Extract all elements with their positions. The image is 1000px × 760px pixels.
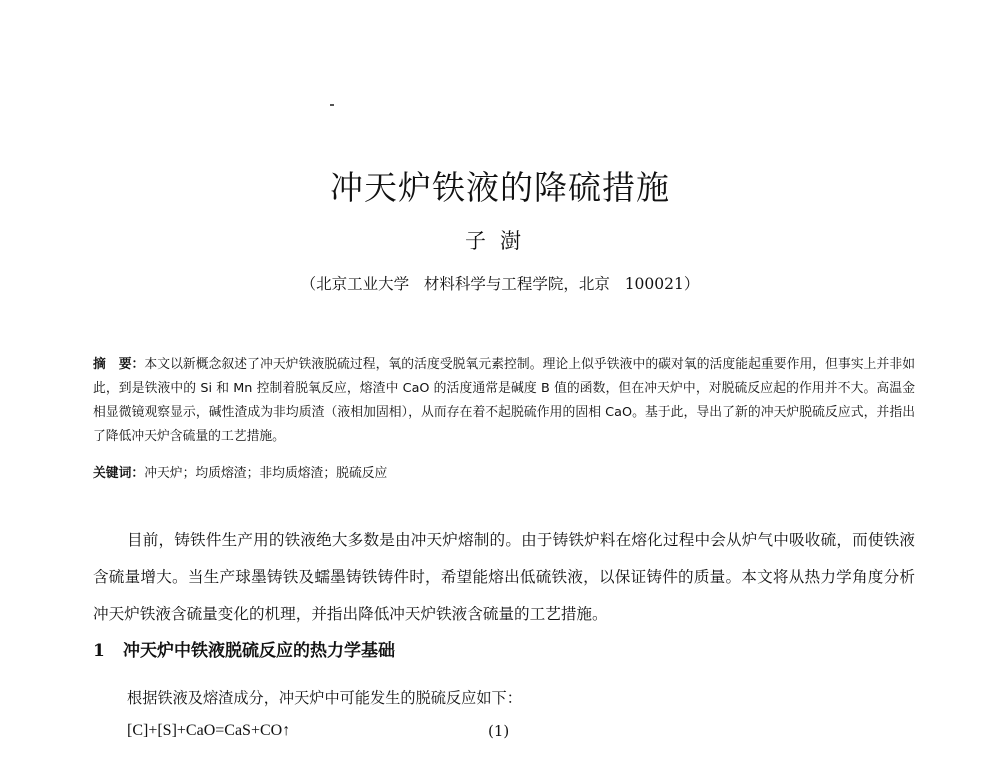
affiliation: （北京工业大学 材料科学与工程学院，北京 100021） xyxy=(300,275,700,293)
section-lead-text: 根据铁液及熔渣成分，冲天炉中可能发生的脱硫反应如下： xyxy=(127,689,522,707)
scan-speck xyxy=(330,104,334,106)
intro-paragraph: 目前，铸铁件生产用的铁液绝大多数是由冲天炉熔制的。由于铸铁炉料在熔化过程中会从炉气中吸收硫，而使铁液含硫量增大。当生产球墨铸铁及蠕墨铸铁铸件时，希望能熔出低硫铁液，以保证铸件的质量。本文将从热力学角度分析冲天炉铁液含硫量变化的机理，并指出降低冲天炉铁液含硫量的工艺措施。 xyxy=(93,531,915,623)
keywords-text: 冲天炉；均质熔渣；非均质熔渣；脱硫反应 xyxy=(144,466,388,481)
section-heading xyxy=(93,636,395,661)
author-name: 子澍 xyxy=(465,229,535,253)
abstract xyxy=(93,353,915,449)
abstract-label: 摘 要： xyxy=(93,357,145,372)
equation-number: (1) xyxy=(488,722,510,740)
paper-title: 冲天炉铁液的降硫措施 xyxy=(330,168,670,207)
section-title: 冲天炉中铁液脱硫反应的热力学基础 xyxy=(123,641,395,661)
keywords-label: 关键词： xyxy=(93,466,145,481)
equation: [C]+[S]+CaO=CaS+CO↑ xyxy=(127,722,291,739)
keywords xyxy=(93,462,915,486)
abstract-text: 本文以新概念叙述了冲天炉铁液脱硫过程，氧的活度受脱氧元素控制。理论上似乎铁液中的碳对氧的活度能起重要作用，但事实上并非如此，到是铁液中的 Si 和 Mn 控制着脱氧反应，熔渣中 CaO 的活度通常是碱度 B 值的函数，但在冲天炉中，对脱硫反应起的作用并不大。高温金相显微镜观察显示，碱性渣成为非均质渣（液相加固相），从而存在着不起脱硫作用的固相 CaO。基于此，导出了新的冲天炉脱硫反应式，并指出了降低冲天炉含硫量的工艺措施。 xyxy=(93,357,916,444)
section-number: 1 xyxy=(93,641,105,661)
